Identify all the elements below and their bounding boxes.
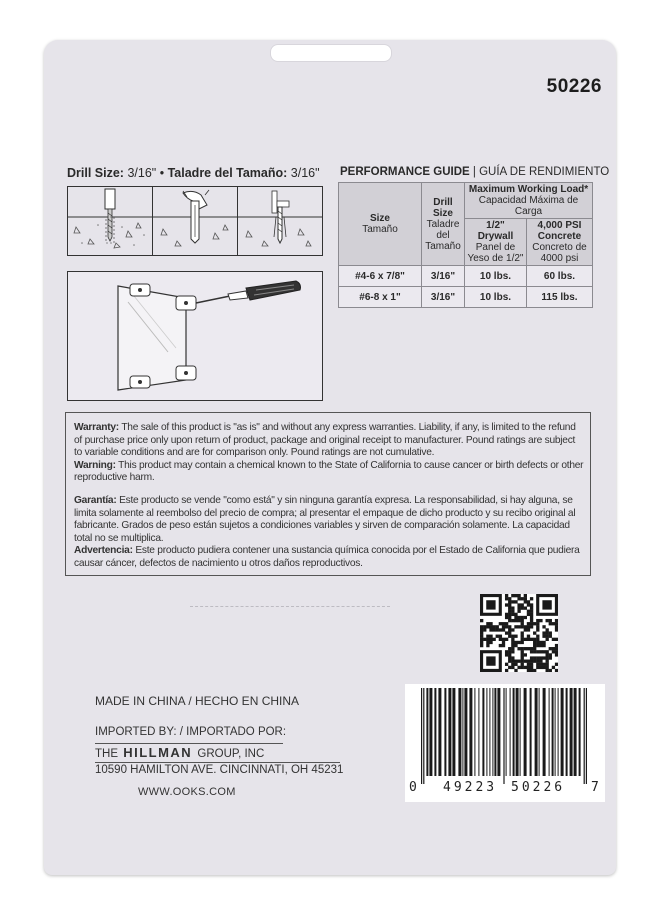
row-concrete: 115 lbs.: [526, 287, 592, 308]
header-drywall: 1/2" Drywall: [477, 220, 514, 242]
qr-code[interactable]: [480, 594, 558, 672]
header-size-es: Tamaño: [362, 224, 398, 235]
header-drill: Drill Size: [432, 196, 453, 219]
row-drill: 3/16": [422, 287, 465, 308]
performance-guide-label-es: GUÍA DE RENDIMIENTO: [479, 166, 610, 178]
drill-size-label: Drill Size:: [67, 166, 124, 180]
barcode-left-digits: 49223: [443, 780, 498, 795]
header-max-load: Maximum Working Load*: [468, 184, 589, 195]
company-address: 10590 HAMILTON AVE. CINCINNATI, OH 45231: [95, 764, 344, 776]
company-prefix: THE: [95, 748, 118, 760]
row-drywall: 10 lbs.: [465, 266, 527, 287]
imported-by: IMPORTED BY: / IMPORTADO POR:: [95, 726, 287, 738]
header-drywall-es: Panel de Yeso de 1/2": [467, 242, 524, 264]
mirror-clip-illustration: [67, 271, 323, 401]
warranty-paragraph: [74, 422, 584, 460]
header-max-load-es: Capacidad Máxima de Carga: [478, 195, 579, 217]
drill-size-value: 3/16": [127, 166, 157, 180]
drill-size-label-es: Taladre del Tamaño:: [167, 166, 288, 180]
warranty-label: Warranty:: [74, 422, 119, 433]
divider: [95, 762, 340, 763]
divider: [95, 743, 283, 744]
perforation-line: [190, 606, 390, 607]
header-drill-es: Taladre del Tamaño: [425, 218, 461, 252]
warning-text: This product may contain a chemical known to the State of California to cause cancer or birth defects or other reproductive harm.: [74, 459, 584, 484]
drill-size-line: [67, 166, 320, 180]
sku-number: 50226: [546, 76, 602, 97]
garantia-text: Este producto se vende "como está" y sin ninguna garantía expresa. La responsabilidad, si hay alguna, se limita solamente al reembolso del precio de compra; al presentar el empaque de dicho producto y su recibo original al fabricante. Grados de peso están sujetos a condiciones variables y sirven de comparación solamente. La capacidad total no se multiplica.: [74, 494, 576, 544]
header-concrete: 4,000 PSI Concrete: [537, 220, 582, 242]
step-screw-icon: [238, 187, 322, 255]
advertencia-text: Este producto pudiera contener una sustancia química conocida por el Estado de California que pudiera causar cáncer, defectos de nacimiento u otros daños reproductivos.: [74, 545, 580, 569]
row-size: #4-6 x 7/8": [339, 266, 422, 287]
step-anchor-icon: [153, 187, 238, 255]
performance-guide-title: PERFORMANCE GUIDE | GUÍA DE RENDIMIENTO: [340, 166, 610, 178]
warranty-text: The sale of this product is "as is" and without any express warranties. Liability, if any, is limited to the refund of purchase price only upon return of product, package and original receipt to manufacturer. Pound ratings are subject to variable conditions and are for comparison only. Pound ratings are not cumulative.: [74, 422, 576, 459]
row-concrete: 60 lbs.: [526, 266, 592, 287]
drill-separator: •: [159, 166, 165, 180]
header-size: Size: [369, 213, 390, 224]
performance-guide-label: PERFORMANCE GUIDE: [340, 166, 470, 178]
barcode-first-digit: 0: [409, 780, 417, 795]
garantia-paragraph: [74, 495, 584, 545]
upc-barcode: [405, 684, 605, 802]
company-name: [95, 745, 264, 760]
hang-hole: [270, 44, 392, 62]
barcode-right-digits: 50226: [511, 780, 566, 795]
warning-paragraph: [74, 460, 584, 485]
table-row: [339, 287, 593, 308]
step-drill-icon: [68, 187, 153, 255]
row-size: #6-8 x 1": [339, 287, 422, 308]
performance-table: [338, 182, 593, 308]
website[interactable]: WWW.OOKS.COM: [138, 786, 236, 798]
legal-notice-box: [65, 412, 591, 576]
advertencia-paragraph: [74, 545, 584, 570]
company-suffix: GROUP, INC: [197, 748, 265, 760]
barcode-check-digit: 7: [591, 780, 599, 795]
company-brand: HILLMAN: [123, 745, 193, 760]
install-steps: [67, 186, 323, 256]
country-of-origin: MADE IN CHINA / HECHO EN CHINA: [95, 694, 300, 708]
row-drill: 3/16": [422, 266, 465, 287]
garantia-label: Garantía:: [74, 494, 117, 506]
drill-size-value-es: 3/16": [290, 166, 320, 180]
table-row: [339, 266, 593, 287]
advertencia-label: Advertencia:: [74, 545, 133, 557]
warning-label: Warning:: [74, 459, 116, 471]
header-concrete-es: Concreto de 4000 psi: [532, 242, 587, 264]
row-drywall: 10 lbs.: [465, 287, 527, 308]
